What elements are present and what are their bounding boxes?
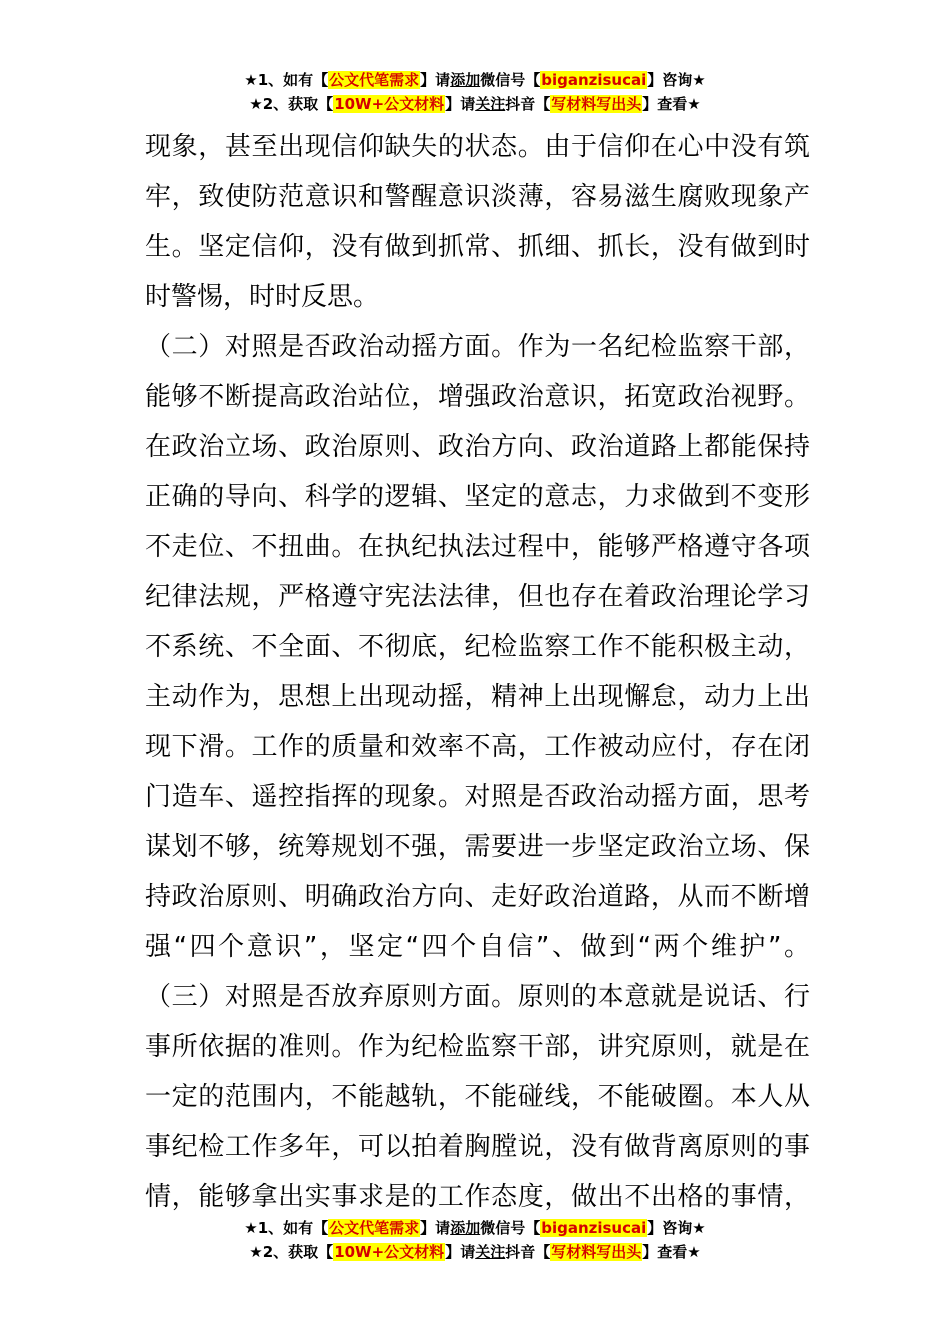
- body-line: 情，能够拿出实事求是的工作态度，做出不出格的事情，: [145, 1182, 810, 1212]
- banner-text: ★2、获取【: [249, 1243, 334, 1261]
- body-line: 主动作为，思想上出现动摇，精神上出现懈怠，动力上出: [145, 682, 810, 712]
- banner-text: 】请: [445, 95, 476, 113]
- banner-text: 】请: [445, 1243, 476, 1261]
- banner-text: ★1、如有【: [244, 1219, 329, 1237]
- body-line: 纪律法规，严格遵守宪法法律，但也存在着政治理论学习: [145, 582, 810, 612]
- body-line: 持政治原则、明确政治方向、走好政治道路，从而不断增: [145, 882, 810, 912]
- body-line: 现下滑。工作的质量和效率不高，工作被动应付，存在闭: [145, 732, 810, 762]
- banner-text: 微信号【: [480, 1219, 541, 1237]
- banner-text: 抖音【: [505, 95, 551, 113]
- body-line: 强“四个意识”，坚定“四个自信”、做到“两个维护”。: [145, 932, 810, 962]
- body-line: 牢，致使防范意识和警醒意识淡薄，容易滋生腐败现象产: [145, 182, 810, 212]
- body-line: 谋划不够，统筹规划不强，需要进一步坚定政治立场、保: [145, 832, 810, 862]
- douyin-account-highlight: 写材料写出头: [551, 1243, 642, 1261]
- banner-text: 抖音【: [505, 1243, 551, 1261]
- body-line: 不走位、不扭曲。在执纪执法过程中，能够严格遵守各项: [145, 532, 810, 562]
- wechat-id-highlight: biganzisucai: [541, 1219, 647, 1237]
- banner-highlight: 公文代笔需求: [329, 1219, 420, 1237]
- banner-underlined: 关注: [475, 95, 506, 113]
- banner-underlined: 添加: [450, 1219, 481, 1237]
- banner-highlight: 公文代笔需求: [329, 71, 420, 89]
- section-heading-line: （二）对照是否政治动摇方面。作为一名纪检监察干部，: [145, 332, 810, 362]
- banner-text: ★2、获取【: [249, 95, 334, 113]
- header-ad-banner: [0, 68, 950, 116]
- body-line: 生。坚定信仰，没有做到抓常、抓细、抓长，没有做到时: [145, 232, 810, 262]
- banner-text: 】查看★: [642, 1243, 701, 1261]
- body-line: 门造车、遥控指挥的现象。对照是否政治动摇方面，思考: [145, 782, 810, 812]
- douyin-account-highlight: 写材料写出头: [551, 95, 642, 113]
- banner-text: 】咨询★: [647, 1219, 706, 1237]
- banner-underlined: 关注: [475, 1243, 506, 1261]
- banner-text: 】请: [420, 1219, 451, 1237]
- wechat-id-highlight: biganzisucai: [541, 71, 647, 89]
- header-ad-line-1: [0, 68, 950, 92]
- body-line: 不系统、不全面、不彻底，纪检监察工作不能积极主动，: [145, 632, 810, 662]
- footer-ad-line-2: [0, 1240, 950, 1264]
- body-line: 现象，甚至出现信仰缺失的状态。由于信仰在心中没有筑: [145, 132, 810, 162]
- section-heading-line: （三）对照是否放弃原则方面。原则的本意就是说话、行: [145, 982, 810, 1012]
- body-line: 能够不断提高政治站位，增强政治意识，拓宽政治视野。: [145, 382, 810, 412]
- body-line: 一定的范围内，不能越轨，不能碰线，不能破圈。本人从: [145, 1082, 810, 1112]
- body-line: 正确的导向、科学的逻辑、坚定的意志，力求做到不变形: [145, 482, 810, 512]
- body-line: 在政治立场、政治原则、政治方向、政治道路上都能保持: [145, 432, 810, 462]
- document-body: [145, 122, 810, 1222]
- banner-highlight: 10W+公文材料: [334, 1243, 445, 1261]
- body-line: 事所依据的准则。作为纪检监察干部，讲究原则，就是在: [145, 1032, 810, 1062]
- banner-highlight: 10W+公文材料: [334, 95, 445, 113]
- banner-underlined: 添加: [450, 71, 481, 89]
- banner-text: 微信号【: [480, 71, 541, 89]
- banner-text: 】查看★: [642, 95, 701, 113]
- body-line: 时警惕，时时反思。: [145, 282, 380, 312]
- header-ad-line-2: [0, 92, 950, 116]
- banner-text: ★1、如有【: [244, 71, 329, 89]
- banner-text: 】请: [420, 71, 451, 89]
- footer-ad-banner: [0, 1216, 950, 1264]
- banner-text: 】咨询★: [647, 71, 706, 89]
- body-line: 事纪检工作多年，可以拍着胸膛说，没有做背离原则的事: [145, 1132, 810, 1162]
- footer-ad-line-1: [0, 1216, 950, 1240]
